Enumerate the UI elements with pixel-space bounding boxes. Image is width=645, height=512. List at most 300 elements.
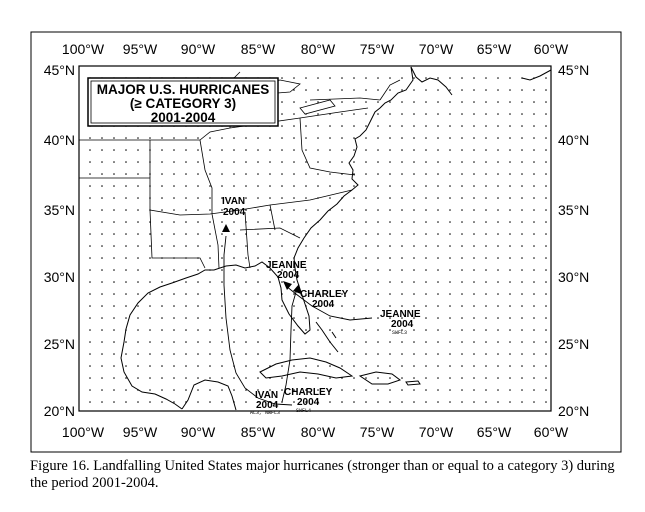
graticule-dot bbox=[329, 281, 331, 283]
graticule-dot bbox=[521, 341, 523, 343]
graticule-dot bbox=[221, 257, 223, 259]
map-title-line-1: MAJOR U.S. HURRICANES bbox=[96, 82, 270, 97]
graticule-dot bbox=[449, 161, 451, 163]
graticule-dot bbox=[533, 305, 535, 307]
graticule-dot bbox=[449, 221, 451, 223]
graticule-dot bbox=[293, 377, 295, 379]
graticule-dot bbox=[281, 125, 283, 127]
graticule-dot bbox=[497, 209, 499, 211]
graticule-dot bbox=[257, 245, 259, 247]
graticule-dot bbox=[353, 365, 355, 367]
graticule-dot bbox=[329, 365, 331, 367]
graticule-dot bbox=[449, 365, 451, 367]
graticule-dot bbox=[461, 173, 463, 175]
graticule-dot bbox=[293, 173, 295, 175]
graticule-dot bbox=[401, 89, 403, 91]
graticule-dot bbox=[365, 113, 367, 115]
graticule-dot bbox=[149, 401, 151, 403]
graticule-dot bbox=[89, 281, 91, 283]
graticule-dot bbox=[425, 293, 427, 295]
graticule-dot bbox=[293, 365, 295, 367]
graticule-dot bbox=[197, 137, 199, 139]
graticule-dot bbox=[449, 377, 451, 379]
graticule-dot bbox=[293, 221, 295, 223]
graticule-dot bbox=[401, 101, 403, 103]
graticule-dot bbox=[473, 161, 475, 163]
graticule-dot bbox=[461, 329, 463, 331]
graticule-dot bbox=[389, 113, 391, 115]
graticule-dot bbox=[413, 305, 415, 307]
graticule-dot bbox=[341, 101, 343, 103]
graticule-dot bbox=[137, 173, 139, 175]
graticule-dot bbox=[365, 293, 367, 295]
graticule-dot bbox=[401, 269, 403, 271]
graticule-dot bbox=[461, 341, 463, 343]
graticule-dot bbox=[533, 221, 535, 223]
graticule-dot bbox=[413, 269, 415, 271]
graticule-dot bbox=[245, 305, 247, 307]
graticule-dot bbox=[389, 293, 391, 295]
graticule-dot bbox=[461, 197, 463, 199]
graticule-dot bbox=[485, 149, 487, 151]
graticule-dot bbox=[509, 137, 511, 139]
graticule-dot bbox=[341, 305, 343, 307]
graticule-dot bbox=[365, 233, 367, 235]
graticule-dot bbox=[413, 101, 415, 103]
graticule-dot bbox=[521, 101, 523, 103]
graticule-dot bbox=[461, 161, 463, 163]
graticule-dot bbox=[473, 221, 475, 223]
graticule-dot bbox=[401, 149, 403, 151]
graticule-dot bbox=[509, 245, 511, 247]
graticule-dot bbox=[293, 341, 295, 343]
graticule-dot bbox=[461, 377, 463, 379]
graticule-dot bbox=[485, 257, 487, 259]
graticule-dot bbox=[269, 137, 271, 139]
graticule-dot bbox=[197, 305, 199, 307]
graticule-dot bbox=[365, 149, 367, 151]
graticule-dot bbox=[221, 293, 223, 295]
graticule-dot bbox=[173, 293, 175, 295]
graticule-dot bbox=[473, 101, 475, 103]
graticule-dot bbox=[89, 353, 91, 355]
graticule-dot bbox=[161, 281, 163, 283]
graticule-dot bbox=[425, 233, 427, 235]
graticule-dot bbox=[413, 257, 415, 259]
graticule-dot bbox=[365, 197, 367, 199]
graticule-dot bbox=[305, 221, 307, 223]
graticule-dot bbox=[137, 329, 139, 331]
graticule-dot bbox=[449, 401, 451, 403]
graticule-dot bbox=[545, 293, 547, 295]
graticule-dot bbox=[353, 197, 355, 199]
graticule-dot bbox=[281, 113, 283, 115]
graticule-dot bbox=[413, 125, 415, 127]
graticule-dot bbox=[185, 197, 187, 199]
graticule-dot bbox=[461, 149, 463, 151]
graticule-dot bbox=[401, 389, 403, 391]
graticule-dot bbox=[461, 233, 463, 235]
graticule-dot bbox=[473, 305, 475, 307]
graticule-dot bbox=[161, 365, 163, 367]
graticule-dot bbox=[449, 185, 451, 187]
graticule-dot bbox=[389, 137, 391, 139]
graticule-dot bbox=[377, 365, 379, 367]
lon-label-bottom: 100°W bbox=[61, 424, 105, 440]
graticule-dot bbox=[533, 209, 535, 211]
graticule-dot bbox=[509, 101, 511, 103]
graticule-dot bbox=[377, 317, 379, 319]
graticule-dot bbox=[437, 221, 439, 223]
graticule-dot bbox=[377, 329, 379, 331]
graticule-dot bbox=[425, 257, 427, 259]
graticule-dot bbox=[113, 293, 115, 295]
graticule-dot bbox=[449, 317, 451, 319]
graticule-dot bbox=[449, 341, 451, 343]
graticule-dot bbox=[293, 305, 295, 307]
graticule-dot bbox=[257, 233, 259, 235]
graticule-dot bbox=[209, 161, 211, 163]
graticule-dot bbox=[209, 293, 211, 295]
graticule-dot bbox=[401, 245, 403, 247]
graticule-dot bbox=[485, 365, 487, 367]
graticule-dot bbox=[461, 305, 463, 307]
graticule-dot bbox=[101, 269, 103, 271]
graticule-dot bbox=[257, 341, 259, 343]
graticule-dot bbox=[521, 149, 523, 151]
graticule-dot bbox=[137, 137, 139, 139]
graticule-dot bbox=[113, 281, 115, 283]
graticule-dot bbox=[281, 149, 283, 151]
graticule-dot bbox=[329, 125, 331, 127]
graticule-dot bbox=[257, 221, 259, 223]
graticule-dot bbox=[113, 161, 115, 163]
graticule-dot bbox=[281, 233, 283, 235]
graticule-dot bbox=[437, 233, 439, 235]
graticule-dot bbox=[197, 161, 199, 163]
graticule-dot bbox=[449, 245, 451, 247]
graticule-dot bbox=[413, 281, 415, 283]
graticule-dot bbox=[425, 137, 427, 139]
graticule-dot bbox=[197, 281, 199, 283]
graticule-dot bbox=[437, 257, 439, 259]
graticule-dot bbox=[413, 377, 415, 379]
graticule-dot bbox=[389, 245, 391, 247]
graticule-dot bbox=[293, 101, 295, 103]
graticule-dot bbox=[317, 209, 319, 211]
graticule-dot bbox=[149, 329, 151, 331]
graticule-dot bbox=[449, 209, 451, 211]
graticule-dot bbox=[497, 305, 499, 307]
graticule-dot bbox=[185, 365, 187, 367]
graticule-dot bbox=[509, 113, 511, 115]
graticule-dot bbox=[521, 389, 523, 391]
graticule-dot bbox=[221, 137, 223, 139]
graticule-dot bbox=[281, 317, 283, 319]
graticule-dot bbox=[209, 197, 211, 199]
storm-year-charley-origin: 2004 bbox=[297, 397, 320, 408]
graticule-dot bbox=[329, 89, 331, 91]
graticule-dot bbox=[389, 341, 391, 343]
graticule-dot bbox=[305, 137, 307, 139]
graticule-dot bbox=[245, 329, 247, 331]
graticule-dot bbox=[509, 77, 511, 79]
graticule-dot bbox=[521, 245, 523, 247]
storm-year-jeanne-landfall: 2004 bbox=[277, 270, 300, 281]
graticule-dot bbox=[281, 77, 283, 79]
graticule-dot bbox=[425, 341, 427, 343]
graticule-dot bbox=[233, 341, 235, 343]
graticule-dot bbox=[293, 149, 295, 151]
graticule-dot bbox=[329, 185, 331, 187]
graticule-dot bbox=[413, 221, 415, 223]
graticule-dot bbox=[365, 389, 367, 391]
graticule-dot bbox=[281, 245, 283, 247]
graticule-dot bbox=[389, 209, 391, 211]
graticule-dot bbox=[329, 77, 331, 79]
lat-label-right: 25°N bbox=[558, 336, 590, 352]
graticule-dot bbox=[233, 185, 235, 187]
graticule-dot bbox=[137, 185, 139, 187]
graticule-dot bbox=[257, 185, 259, 187]
graticule-dot bbox=[113, 329, 115, 331]
graticule-dot bbox=[101, 377, 103, 379]
graticule-dot bbox=[545, 209, 547, 211]
graticule-dot bbox=[137, 305, 139, 307]
graticule-dot bbox=[401, 305, 403, 307]
graticule-dot bbox=[125, 209, 127, 211]
graticule-dot bbox=[521, 185, 523, 187]
graticule-dot bbox=[125, 365, 127, 367]
graticule-dot bbox=[149, 341, 151, 343]
graticule-dot bbox=[521, 137, 523, 139]
graticule-dot bbox=[509, 365, 511, 367]
graticule-dot bbox=[257, 281, 259, 283]
graticule-dot bbox=[317, 257, 319, 259]
graticule-dot bbox=[257, 209, 259, 211]
graticule-dot bbox=[185, 305, 187, 307]
graticule-dot bbox=[317, 377, 319, 379]
graticule-dot bbox=[473, 293, 475, 295]
graticule-dot bbox=[281, 209, 283, 211]
graticule-dot bbox=[161, 161, 163, 163]
graticule-dot bbox=[173, 197, 175, 199]
lon-label-top: 100°W bbox=[61, 41, 105, 57]
graticule-dot bbox=[497, 245, 499, 247]
graticule-dot bbox=[509, 353, 511, 355]
graticule-dot bbox=[161, 185, 163, 187]
graticule-dot bbox=[293, 293, 295, 295]
graticule-dot bbox=[209, 401, 211, 403]
graticule-dot bbox=[341, 221, 343, 223]
graticule-dot bbox=[257, 257, 259, 259]
lon-label-bottom: 80°W bbox=[300, 424, 336, 440]
graticule-dot bbox=[113, 221, 115, 223]
graticule-dot bbox=[377, 269, 379, 271]
graticule-dot bbox=[497, 353, 499, 355]
graticule-dot bbox=[377, 113, 379, 115]
graticule-dot bbox=[317, 137, 319, 139]
graticule-dot bbox=[353, 317, 355, 319]
graticule-dot bbox=[137, 353, 139, 355]
graticule-dot bbox=[125, 389, 127, 391]
graticule-dot bbox=[233, 329, 235, 331]
graticule-dot bbox=[281, 101, 283, 103]
graticule-dot bbox=[113, 353, 115, 355]
lat-label-right: 45°N bbox=[558, 62, 590, 78]
graticule-dot bbox=[533, 341, 535, 343]
graticule-dot bbox=[185, 281, 187, 283]
graticule-dot bbox=[161, 305, 163, 307]
graticule-dot bbox=[377, 257, 379, 259]
lon-label-bottom: 90°W bbox=[180, 424, 216, 440]
graticule-dot bbox=[401, 377, 403, 379]
graticule-dot bbox=[437, 137, 439, 139]
graticule-dot bbox=[389, 281, 391, 283]
graticule-dot bbox=[545, 173, 547, 175]
graticule-dot bbox=[353, 377, 355, 379]
graticule-dot bbox=[377, 161, 379, 163]
graticule-dot bbox=[497, 113, 499, 115]
graticule-dot bbox=[281, 197, 283, 199]
graticule-dot bbox=[257, 197, 259, 199]
graticule-dot bbox=[173, 137, 175, 139]
graticule-dot bbox=[101, 257, 103, 259]
graticule-dot bbox=[221, 149, 223, 151]
graticule-dot bbox=[125, 293, 127, 295]
graticule-dot bbox=[221, 365, 223, 367]
graticule-dot bbox=[473, 173, 475, 175]
graticule-dot bbox=[461, 89, 463, 91]
graticule-dot bbox=[173, 221, 175, 223]
graticule-dot bbox=[545, 125, 547, 127]
graticule-dot bbox=[497, 89, 499, 91]
graticule-dot bbox=[101, 221, 103, 223]
graticule-dot bbox=[413, 233, 415, 235]
graticule-dot bbox=[197, 149, 199, 151]
graticule-dot bbox=[233, 281, 235, 283]
graticule-dot bbox=[185, 293, 187, 295]
graticule-dot bbox=[89, 221, 91, 223]
graticule-dot bbox=[521, 305, 523, 307]
graticule-dot bbox=[317, 341, 319, 343]
graticule-dot bbox=[329, 137, 331, 139]
lat-label-right: 30°N bbox=[558, 269, 590, 285]
graticule-dot bbox=[173, 401, 175, 403]
graticule-dot bbox=[221, 317, 223, 319]
graticule-dot bbox=[101, 341, 103, 343]
graticule-dot bbox=[485, 197, 487, 199]
graticule-dot bbox=[377, 89, 379, 91]
graticule-dot bbox=[221, 305, 223, 307]
graticule-dot bbox=[473, 341, 475, 343]
graticule-dot bbox=[221, 281, 223, 283]
graticule-dot bbox=[137, 269, 139, 271]
graticule-dot bbox=[89, 209, 91, 211]
graticule-dot bbox=[173, 161, 175, 163]
graticule-dot bbox=[473, 149, 475, 151]
graticule-dot bbox=[113, 209, 115, 211]
graticule-dot bbox=[281, 257, 283, 259]
graticule-dot bbox=[353, 161, 355, 163]
lat-labels-right bbox=[558, 62, 589, 419]
lat-label-left: 25°N bbox=[43, 336, 75, 352]
graticule-dot bbox=[293, 125, 295, 127]
graticule-dot bbox=[101, 185, 103, 187]
graticule-dot bbox=[269, 185, 271, 187]
graticule-dot bbox=[461, 245, 463, 247]
graticule-dot bbox=[521, 257, 523, 259]
graticule-dot bbox=[545, 185, 547, 187]
graticule-dot bbox=[101, 365, 103, 367]
graticule-dot bbox=[485, 269, 487, 271]
graticule-dot bbox=[497, 293, 499, 295]
graticule-dot bbox=[353, 233, 355, 235]
graticule-dot bbox=[389, 161, 391, 163]
graticule-dot bbox=[101, 401, 103, 403]
graticule-dot bbox=[137, 149, 139, 151]
graticule-dot bbox=[185, 185, 187, 187]
graticule-dot bbox=[125, 341, 127, 343]
graticule-dot bbox=[113, 245, 115, 247]
lat-label-right: 40°N bbox=[558, 132, 590, 148]
graticule-dot bbox=[209, 365, 211, 367]
graticule-dot bbox=[269, 293, 271, 295]
graticule-dot bbox=[377, 173, 379, 175]
graticule-dot bbox=[341, 365, 343, 367]
graticule-dot bbox=[485, 185, 487, 187]
graticule-dot bbox=[149, 257, 151, 259]
graticule-dot bbox=[245, 401, 247, 403]
graticule-dot bbox=[449, 77, 451, 79]
graticule-dot bbox=[233, 389, 235, 391]
graticule-dot bbox=[461, 353, 463, 355]
graticule-dot bbox=[545, 305, 547, 307]
graticule-dot bbox=[113, 233, 115, 235]
graticule-dot bbox=[293, 77, 295, 79]
graticule-dot bbox=[269, 305, 271, 307]
graticule-dot bbox=[245, 185, 247, 187]
graticule-dot bbox=[545, 365, 547, 367]
graticule-dot bbox=[125, 161, 127, 163]
graticule-dot bbox=[473, 389, 475, 391]
graticule-dot bbox=[521, 281, 523, 283]
graticule-dot bbox=[305, 173, 307, 175]
graticule-dot bbox=[113, 269, 115, 271]
graticule-dot bbox=[473, 245, 475, 247]
map-title-line-2: (≥ CATEGORY 3) bbox=[129, 96, 237, 111]
graticule-dot bbox=[365, 281, 367, 283]
graticule-dot bbox=[281, 341, 283, 343]
graticule-dot bbox=[125, 401, 127, 403]
graticule-dot bbox=[533, 161, 535, 163]
graticule-dot bbox=[533, 329, 535, 331]
graticule-dot bbox=[437, 245, 439, 247]
graticule-dot bbox=[125, 185, 127, 187]
graticule-dot bbox=[437, 185, 439, 187]
graticule-dot bbox=[209, 209, 211, 211]
graticule-dot bbox=[101, 209, 103, 211]
graticule-dot bbox=[437, 197, 439, 199]
graticule-dot bbox=[173, 329, 175, 331]
graticule-dot bbox=[377, 401, 379, 403]
graticule-dot bbox=[497, 221, 499, 223]
graticule-dot bbox=[161, 221, 163, 223]
graticule-dot bbox=[329, 329, 331, 331]
graticule-dot bbox=[353, 401, 355, 403]
graticule-dot bbox=[473, 197, 475, 199]
graticule-dot bbox=[89, 377, 91, 379]
